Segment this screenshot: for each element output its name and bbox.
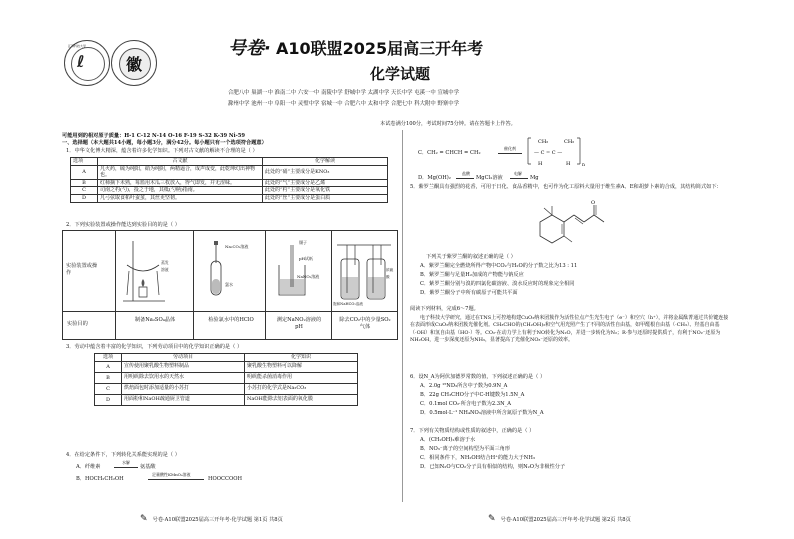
table-row (71, 187, 388, 195)
q2-purpose-c: 测定NaNO₂溶液的pH (276, 317, 322, 331)
table-row (71, 179, 388, 187)
table-cell: 聚乳酸生物塑料可以降解 (245, 361, 358, 372)
q2-row-header-purpose: 实验目的 (67, 321, 88, 327)
table-cell: 宣传使用聚乳酸生物塑料制品 (122, 361, 245, 372)
table-row (95, 383, 358, 394)
table-header-row (95, 354, 358, 362)
table-cell: 此处的“气”主要成分是乙烯 (263, 179, 388, 187)
q2-label-nahco3: 饱和NaHCO₃溶液 (333, 302, 363, 306)
table-cell: 烘焙面包时添加适量的小苏打 (122, 383, 245, 394)
q2-label-ph-paper: pH试纸 (299, 256, 314, 261)
table-row (71, 194, 388, 202)
reaction-arrow-icon (456, 178, 474, 179)
q2-label-h2so4: 浓硫酸 (386, 268, 394, 280)
reaction-arrow-icon (148, 479, 204, 480)
q7-option-c: C．相同条件下，NH₂OH结合H⁺的能力大于NH₃ (420, 455, 535, 461)
table-header-cell: 化学解读 (263, 158, 388, 166)
table-cell: 明矾能杀菌消毒作用 (245, 372, 358, 383)
table-header-cell: 选项 (95, 354, 122, 362)
page-footer-1 (140, 506, 283, 525)
table-row (71, 165, 388, 179)
q4-option-b-left: B．HOCH₂CH₂OH (76, 476, 124, 482)
svg-text:H: H (538, 161, 543, 167)
table-cell: D (95, 394, 122, 405)
q2-row-header-apparatus: 实验装置或操作 (66, 263, 98, 277)
q5-option-d: D．紫罗兰酮分子中所有碳原子可能共平面 (420, 290, 518, 296)
table-cell: A (95, 361, 122, 372)
question-7: 7．下列有关物质结构或性质的叙述中，正确的是（ ） (410, 428, 535, 434)
svg-text:CH₂: CH₂ (564, 139, 575, 145)
school-list-row-1: 合肥八中 巢湖一中 淮南二中 六安一中 南陵中学 舒城中学 太湖中学 天长中学 屯溪一中 宣城中学 (228, 90, 460, 96)
table-cell: NaOH能除去铝表面的氧化膜 (245, 394, 358, 405)
table-cell: 用明矾除去饮用水的天然水 (122, 372, 245, 383)
footer-brand-mark-icon: ✎ (140, 514, 148, 524)
school-list-row-2: 滁州中学 池州一中 阜阳一中 灵璧中学 宿城一中 合肥六中 太和中学 合肥七中 科大附中 野寨中学 (228, 101, 460, 107)
apparatus-evaporation-icon (121, 235, 187, 307)
table-header-cell: 劳动项目 (122, 354, 245, 362)
table-cell: 用面粉和NaOH疏通厨卫管道 (122, 394, 245, 405)
q7-option-d: D．已知N₂O与CO₂分子具有相似的结构，则N₂O为非极性分子 (420, 464, 566, 470)
page-footer-2 (488, 506, 631, 525)
table-header-cell: 化学知识 (245, 354, 358, 362)
table-cell: 凡弓弦取食柘叶蚕茧，其丝更坚韧。 (98, 194, 263, 202)
ionone-structure-icon (528, 200, 618, 252)
question-2: 2．下列实验装置或操作能达到实验目的的是（ ） (66, 222, 180, 228)
q2-label-na2co3: Na₂CO₃溶液 (225, 244, 249, 249)
footer-brand-mark-icon: ✎ (488, 514, 496, 524)
table-cell: 此处的“硝”主要成分是KNO₃ (263, 165, 388, 179)
table-cell: C (95, 383, 122, 394)
q4-option-d-left: D．Mg(OH)₂ (418, 175, 451, 181)
q4-option-d-mid: MgCl₂溶液 (476, 175, 503, 181)
q4-option-c-cond: 催化剂 (504, 146, 516, 151)
table-cell: C (71, 187, 98, 195)
q1-table (70, 157, 388, 203)
q6-option-b: B．22g CH₃CHO分子中C-H键数为1.5N_A (420, 392, 525, 398)
reaction-arrow-icon (510, 178, 528, 179)
table-cell: 司南之杓(勺)，投之于地，其柢(勺柄)指南。 (98, 187, 263, 195)
passage-intro: 阅读下列材料，完成6～7题。 (410, 306, 479, 312)
reaction-arrow-icon (114, 467, 138, 468)
brand-mark-icon: 号卷· (228, 38, 271, 59)
atomic-masses: 可能用到的相对原子质量：H-1 C-12 N-14 O-16 F-19 S-32 K-39 Ni-59 (62, 133, 245, 139)
q7-option-a: A．(CH₂OH)₂难溶于水 (420, 437, 476, 443)
table-cell: D (71, 194, 98, 202)
q2-label-tweezers: 镊子 (299, 240, 307, 245)
q6-option-d: D．0.5mol·L⁻¹ NH₄NO₃溶液中所含氮原子数为N_A (420, 410, 544, 416)
q4-option-b-right: HOOCCOOH (208, 476, 242, 482)
question-6: 6．设N_A为阿伏加德罗常数的值，下列叙述正确的是（ ） (410, 374, 546, 380)
polymer-structure-icon (524, 134, 590, 168)
q4-option-b-cond: 足量酸性KMnO₄溶液 (152, 472, 191, 477)
table-row (95, 394, 358, 405)
svg-text:CH₂: CH₂ (538, 139, 549, 145)
table-cell: 红柿摘下未熟，每篮用木瓜三枚放入，得气即发，并无涩味。 (98, 179, 263, 187)
q5-option-a: A．紫罗兰酮完全燃烧所得产物中CO₂与H₂O的分子数之比为13 : 11 (420, 263, 578, 269)
table-cell: A (71, 165, 98, 179)
q6-option-a: A．2.0g ¹⁵ND₃所含中子数为0.9N_A (420, 383, 508, 389)
q6-option-c: C．0.1mol CO₂·所含电子数为2.3N_A (420, 401, 511, 407)
section-heading: 一、选择题（本大题共14小题，每小题3分，满分42分。每小题只有一个选项符合题意） (62, 140, 267, 146)
reading-passage: 电子科技大学研究，通过在TNS上可控地构建CuO₂纳米团簇作为活性位点产生光生电子（e⁻）和空穴（h⁺），并将金属酞菁通过共价键连接在表面形成CuO₂纳米团簇光催化剂。CH₃CHO的(CH₂OH)₂和空气用光照产生了不同的活性自由基，如甲醛根自由基（·CH₃）、羟基自由基（·OH）和氢自由基（HO·）等。CO₂·在动力学上有利于NO转化为N₂O，并进一步转化为N₂；R·参与还原时提供质子，有利于NO₂⁻还原为NH₂OH，进一步深度还原为NH₃，显著提高了光催化NO₃⁻还原的效率。 (410, 315, 729, 343)
q2-label-nano2: NaNO₂溶液 (297, 274, 320, 279)
table-cell: B (95, 372, 122, 383)
brand-text: A10联盟2025届高三开年考 (275, 39, 484, 58)
q2-table (62, 230, 398, 340)
q4-option-d-cond2: 电解 (514, 171, 522, 176)
q5-option-c: C．紫罗兰酮分别与溴的四氯化碳溶液、溴水反应时的现象完全相同 (420, 281, 575, 287)
table-header-cell: 选项 (71, 158, 98, 166)
q5-stem: 下列关于紫罗兰酮的叙述正确的是（ ） (426, 254, 516, 260)
q4-option-c-left: C．CH₂ = CHCH = CH₂ (418, 150, 481, 156)
table-cell: 此处的“杓”主要成分是氧化铁 (263, 187, 388, 195)
q3-table (94, 353, 358, 406)
footer-text: 号卷·A10联盟2025届高三开年考·化学试题 第1页 共8页 (152, 517, 283, 523)
logo-1-swirl-icon: ℓ (77, 52, 85, 71)
q2-label-chlorine-water: 氯水 (225, 282, 233, 287)
question-5: 5．紫罗兰酮具有强烈的花香，可用于日化、食品香精中，也可作为化工原料大量用于维生素A、E和胡萝卜素的合成，其结构简式如下： (410, 184, 722, 190)
school-logo-1 (64, 40, 110, 86)
reaction-arrow-icon (498, 153, 522, 154)
exam-note: 本试卷满分100分，考试时间75分钟。请在答题卡上作答。 (380, 121, 516, 127)
q4-option-a-cond: 水解 (122, 460, 130, 465)
svg-text:O: O (591, 200, 596, 206)
table-row (95, 361, 358, 372)
q2-purpose-b: 检验氯水中的HClO (208, 317, 254, 323)
q7-option-b: B．NO₃⁻离子的空间构型为平面三角形 (420, 446, 511, 452)
question-3: 3．劳动中蕴含着丰富的化学知识，下列劳动项目中的化学知识正确的是（ ） (66, 344, 243, 350)
table-cell: 凡火药，硫为纯阳，硝为纯阴，两精逼合，成声成变，此乾坤幻出神物也。 (98, 165, 263, 179)
table-header-row (71, 158, 388, 166)
svg-text:n: n (582, 163, 585, 168)
q4-option-a-left: A．纤维素 (76, 464, 101, 470)
question-1: 1．中华文化博大精深，蕴含着许多化学知识。下列对古文献的解读不合理的是（ ） (66, 148, 258, 154)
table-row (95, 372, 358, 383)
table-header-cell: 古文献 (98, 158, 263, 166)
q5-option-b: B．紫罗兰酮与足量H₂加成的产物能与钠反应 (420, 272, 524, 278)
q4-option-d-cond1: 盐酸 (462, 171, 470, 176)
q4-option-d-right: Mg (530, 175, 539, 181)
school-logo-2 (111, 40, 157, 86)
svg-text:H: H (566, 161, 571, 167)
column-divider (402, 130, 403, 502)
svg-text:— C = C —: — C = C — (534, 150, 563, 156)
question-4: 4．在给定条件下，下列转化关系能实现的是（ ） (66, 452, 180, 458)
subject-title: 化学试题 (370, 65, 431, 83)
q2-purpose-a: 制备Na₂SO₄晶体 (134, 317, 176, 323)
table-cell: 此处的“丝”主要成分是蛋白质 (263, 194, 388, 202)
q4-option-a-right: 氨基酸 (140, 464, 156, 470)
brand-title (228, 34, 483, 60)
table-cell: 小苏打的化学式是Na₂CO₃ (245, 383, 358, 394)
footer-text: 号卷·A10联盟2025届高三开年考·化学试题 第2页 共8页 (500, 517, 631, 523)
logo-1-text: 江苏科技大学 (68, 44, 87, 48)
table-cell: B (71, 179, 98, 187)
q2-label-na2so4: 蒸发 溶液 (161, 260, 169, 273)
q2-purpose-d: 除去CO₂中的少量SO₂气体 (339, 317, 391, 331)
logo-2-glyph: 徽 (126, 55, 143, 74)
